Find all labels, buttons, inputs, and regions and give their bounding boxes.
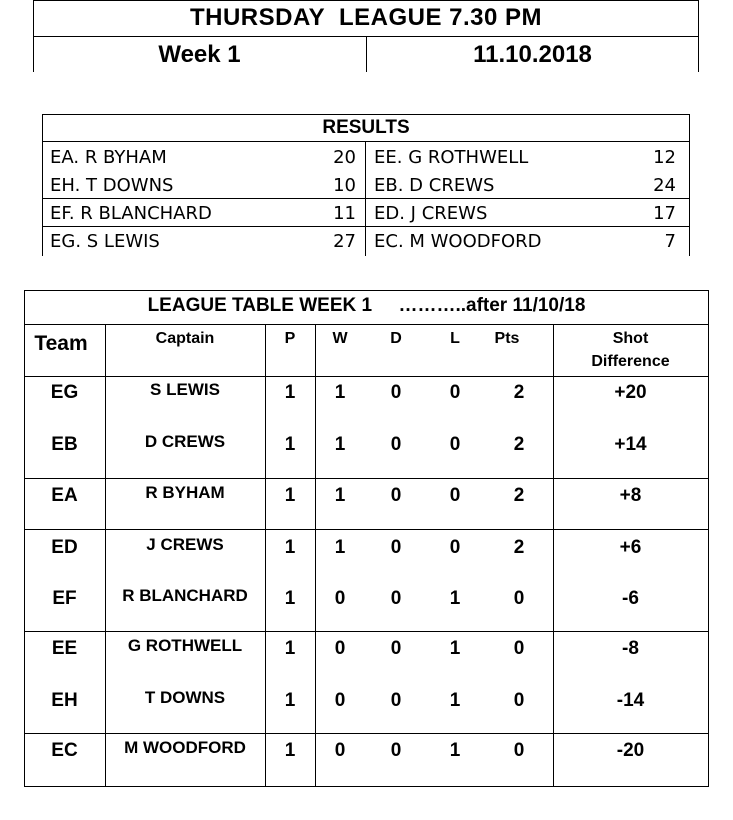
row-played: 1 xyxy=(284,485,296,506)
results-column-divider xyxy=(365,141,366,256)
results-title-divider xyxy=(42,141,690,142)
match-away-team: EB. D CREWS xyxy=(374,175,495,196)
row-points: 0 xyxy=(513,638,525,659)
match-home-team: EF. R BLANCHARD xyxy=(50,203,212,224)
table-border-bottom xyxy=(24,786,709,787)
row-team: EB xyxy=(51,434,78,455)
row-shot-difference: -20 xyxy=(616,740,645,761)
table-row-divider xyxy=(24,529,709,530)
row-won: 1 xyxy=(334,537,346,558)
match-away-team: ED. J CREWS xyxy=(374,203,488,224)
row-played: 1 xyxy=(284,740,296,761)
row-points: 2 xyxy=(513,485,525,506)
row-won: 0 xyxy=(334,740,346,761)
table-row-divider xyxy=(24,733,709,734)
table-border-right xyxy=(708,290,709,787)
row-captain: R BYHAM xyxy=(145,483,225,502)
row-shot-difference: -14 xyxy=(616,690,645,711)
row-won: 1 xyxy=(334,434,346,455)
row-shot-difference: -6 xyxy=(622,588,639,609)
header-border-top xyxy=(33,0,699,1)
results-border-top xyxy=(42,114,690,115)
row-captain: S LEWIS xyxy=(150,380,220,399)
row-captain: R BLANCHARD xyxy=(122,586,248,605)
row-drawn: 0 xyxy=(390,537,402,558)
table-header-divider xyxy=(24,376,709,377)
row-points: 0 xyxy=(513,740,525,761)
row-lost: 0 xyxy=(449,434,461,455)
row-drawn: 0 xyxy=(390,588,402,609)
match-home-team: EH. T DOWNS xyxy=(50,175,174,196)
row-drawn: 0 xyxy=(390,690,402,711)
row-won: 0 xyxy=(334,638,346,659)
row-lost: 1 xyxy=(449,740,461,761)
row-drawn: 0 xyxy=(390,485,402,506)
row-shot-difference: -8 xyxy=(622,638,639,659)
row-team: EH xyxy=(51,690,78,711)
header-captain: Captain xyxy=(155,330,215,347)
league-table xyxy=(24,290,709,787)
header-lost: L xyxy=(450,330,460,347)
header-shot: Shot xyxy=(612,330,649,347)
league-title: THURSDAY LEAGUE 7.30 PM xyxy=(189,4,543,31)
row-team: EA xyxy=(51,485,78,506)
row-team: EE xyxy=(51,638,78,659)
match-away-team: EC. M WOODFORD xyxy=(374,231,542,252)
row-lost: 1 xyxy=(449,638,461,659)
row-played: 1 xyxy=(284,690,296,711)
row-points: 2 xyxy=(513,382,525,403)
row-shot-difference: +14 xyxy=(614,434,647,455)
match-home-score: 11 xyxy=(333,203,356,224)
row-lost: 0 xyxy=(449,537,461,558)
row-points: 2 xyxy=(513,537,525,558)
match-home-score: 27 xyxy=(333,231,356,252)
row-played: 1 xyxy=(284,588,296,609)
row-captain: T DOWNS xyxy=(144,688,226,707)
row-drawn: 0 xyxy=(390,638,402,659)
header-drawn: D xyxy=(390,330,402,347)
table-title-divider xyxy=(24,324,709,325)
row-lost: 1 xyxy=(449,690,461,711)
header-won: W xyxy=(332,330,348,347)
match-away-team: EE. G ROTHWELL xyxy=(374,147,529,168)
row-shot-difference: +8 xyxy=(619,485,642,506)
row-lost: 0 xyxy=(449,382,461,403)
match-away-score: 24 xyxy=(653,175,676,196)
row-won: 0 xyxy=(334,690,346,711)
match-away-score: 12 xyxy=(653,147,676,168)
row-won: 1 xyxy=(334,485,346,506)
row-played: 1 xyxy=(284,537,296,558)
row-drawn: 0 xyxy=(390,434,402,455)
match-home-team: EG. S LEWIS xyxy=(50,231,160,252)
match-away-score: 7 xyxy=(664,231,676,252)
row-points: 2 xyxy=(513,434,525,455)
row-team: EG xyxy=(50,382,79,403)
row-captain: D CREWS xyxy=(144,432,226,451)
row-played: 1 xyxy=(284,382,296,403)
league-table-title: LEAGUE TABLE WEEK 1 ………..after 11/10/18 xyxy=(147,295,586,316)
row-shot-difference: +6 xyxy=(619,537,642,558)
match-home-team: EA. R BYHAM xyxy=(50,147,167,168)
row-team: EC xyxy=(51,740,78,761)
row-captain: M WOODFORD xyxy=(124,738,246,757)
header-team: Team xyxy=(34,332,88,355)
week-label: Week 1 xyxy=(158,41,241,68)
match-home-score: 20 xyxy=(333,147,356,168)
row-lost: 0 xyxy=(449,485,461,506)
row-played: 1 xyxy=(284,638,296,659)
match-home-score: 10 xyxy=(333,175,356,196)
table-row-divider xyxy=(24,631,709,632)
header-box xyxy=(33,0,699,72)
row-won: 1 xyxy=(334,382,346,403)
row-lost: 1 xyxy=(449,588,461,609)
header-played: P xyxy=(284,330,296,347)
header-points: Pts xyxy=(494,330,520,347)
header-difference: Difference xyxy=(591,353,670,370)
row-captain: J CREWS xyxy=(146,535,224,554)
date-label: 11.10.2018 xyxy=(473,41,592,68)
row-drawn: 0 xyxy=(390,740,402,761)
table-border-top xyxy=(24,290,709,291)
table-row-divider xyxy=(24,478,709,479)
row-captain: G ROTHWELL xyxy=(127,636,243,655)
row-team: EF xyxy=(52,588,77,609)
row-shot-difference: +20 xyxy=(614,382,647,403)
row-played: 1 xyxy=(284,434,296,455)
match-away-score: 17 xyxy=(653,203,676,224)
row-points: 0 xyxy=(513,690,525,711)
results-title: RESULTS xyxy=(322,117,410,138)
row-won: 0 xyxy=(334,588,346,609)
row-drawn: 0 xyxy=(390,382,402,403)
row-team: ED xyxy=(51,537,78,558)
results-box xyxy=(42,114,690,256)
row-points: 0 xyxy=(513,588,525,609)
